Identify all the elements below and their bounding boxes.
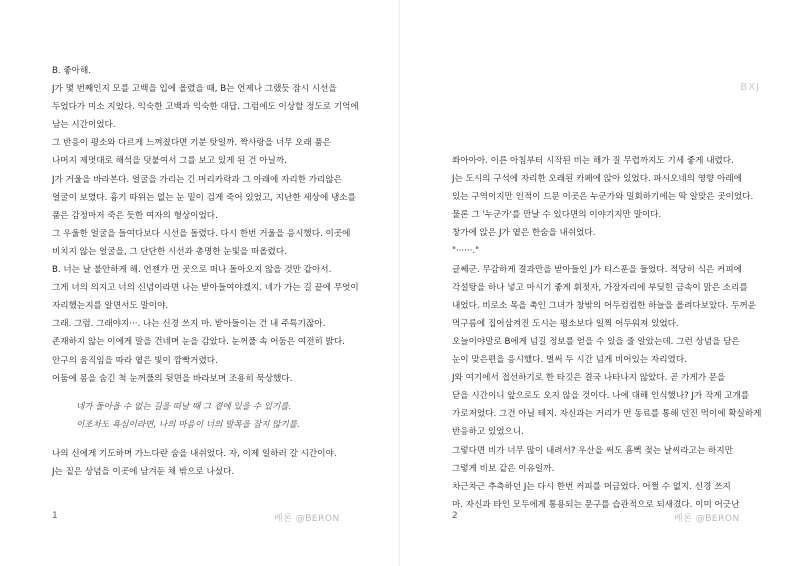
text-line: 닫을 시간이니 앞으로도 오지 않을 것이다. 나에 대해 인식했나? J가 작게 고개를 [452,391,750,402]
text-line: 남는 시간이었다. [52,120,116,131]
text-line: J는 도시의 구석에 자리한 오래된 카페에 앉아 있었다. 파시오네의 영향 아래에 [452,174,742,185]
text-line: 그게 너의 의지고 너의 신념이라면 나는 받아들여야겠지. 네가 가는 길 끝에 무엇이 [52,283,359,294]
poem-line: 네가 돌아올 수 없는 길을 떠날 때 그 곁에 있을 수 있기를. [76,401,292,412]
spacer [52,435,372,445]
text-line: 얼굴이 보였다. 흉기 따위는 없는 눈 밑이 검게 죽어 있었고, 지난한 세상에 냉소를 [52,192,356,203]
text-line: 존재하지 않는 이에게 말을 건네며 눈을 감았다. 눈꺼풀 속 어둠은 여전히 밝다. [52,337,345,348]
text-line: 차근차근 추측하던 J는 다시 한번 커피를 머금었다. 어쩔 수 없지. 신경 쓰지 [452,481,731,492]
text-line: 그래. 그럼. 그래야지···. 나는 신경 쓰지 마. 받아들이는 건 내 주특기잖아. [52,319,326,330]
text-line: 가로저었다. 그건 아닐 테지. 자신과는 거리가 먼 동료를 통해 던진 먹이에 확실하게 [452,409,762,420]
text-line: J는 짙은 상념을 이곳에 남겨둔 채 밖으로 나섰다. [52,466,235,477]
text-line: 자리했는지를 알면서도 말이야. [52,301,169,312]
text-line: J와 여기에서 접선하기로 한 타깃은 결국 나타나지 않았다. 곧 가게가 문을 [452,373,726,384]
author-credit: 베론 @BERON [274,514,340,524]
text-line: 내었다. 비로소 목을 축인 그녀가 창밖의 어두컴컴한 하늘을 올려다보았다. 두꺼운 [452,300,757,311]
text-line: 눈이 맞은편을 응시했다. 벌써 두 시간 넘게 비어있는 자리였다. [452,355,687,366]
text-line: 나머지 제멋대로 해석을 덧붙여서 그를 보고 있게 된 건 아닐까. [52,156,287,167]
text-line: J가 거울을 바라본다. 얼굴을 가리는 긴 머리카락과 그 아래에 자리한 가리않은 [52,174,342,185]
text-line: B. 좋아해. [52,66,91,76]
text-line: 안구의 움직임을 따라 옅은 빛이 깜빡거렸다. [52,355,218,366]
page-number: 1 [52,511,58,521]
text-line: 그 반응이 평소와 다르게 느껴졌다면 기분 탓일까. 짝사랑을 너무 오래 품은 [52,138,332,149]
text-line: 각설탕을 하나 넣고 마시기 좋게 휘젓자, 가장자리에 부딪힌 금속이 맑은 소리를 [452,282,748,293]
text-line: 비치지 않는 얼굴을, 그 단단한 시선과 총명한 눈빛을 떠올렸다. [52,246,287,257]
text-line: 두었다가 미소 지었다. 익숙한 고백과 익숙한 대답. 그럼에도 이상할 정도로 기억에 [52,102,359,113]
text-line: 그렇게 비보 같은 이유일까. [452,463,555,474]
text-line: 있는 구역이지만 인적이 드문 이곳은 누군가와 밀회하기에는 딱 알맞은 곳이었다. [452,192,754,203]
text-line: 반응하고 있었으니. [452,427,524,438]
text-line: 나의 신에게 기도하며 가느다란 숨을 내쉬었다. 자, 이제 일하러 갈 시간이야. [52,448,337,459]
text-line: 마. 자신과 타인 모두에게 통용되는 문구를 습관적으로 되새겼다. 이미 어긋난 [452,499,740,510]
text-line: 그 우울한 얼굴을 들여다보다 시선을 돌렸다. 다시 한번 거울을 응시했다. 이곳에 [52,228,351,239]
text-line: 물론 그 '누군가'를 만날 수 있다면의 이야기지만 말이다. [452,210,662,221]
text-line: B. 너는 날 불안하게 해. 언젠가 먼 곳으로 떠나 돌아오지 않을 것만 같아서. [52,265,332,276]
left-page-body [52,62,372,481]
text-line: 글쎄군. 무감하게 결과만을 받아들인 J가 티스푼을 들었다. 적당히 식은 커피에 [452,264,742,275]
text-line: J가 몇 번째인지 모를 고백을 입에 올렸을 때, B는 언제나 그랬듯 잠시 시선을 [52,84,337,95]
text-line: 그렇다면 비가 너무 많이 내려서? 우산을 써도 흠뻑 젖는 날씨라고는 하지만 [452,445,733,456]
text-line: 어둠에 몸을 숨긴 척 눈꺼풀의 뒷면을 바라보며 조용히 묵상했다. [52,373,293,384]
spacer [52,388,372,398]
poem-line: 이조차도 욕심이라면, 나의 마음이 너의 발목을 잡지 않기를. [76,420,300,431]
right-page [400,0,800,566]
text-line: "······." [452,246,480,257]
text-line: 오늘이야말로 B에게 넘길 정보를 얻을 수 있을 줄 알았는데. 그런 상념을 담은 [452,336,740,347]
right-page-body [452,152,777,514]
text-line: 품은 감정마저 죽은 듯한 여자의 형상이었다. [52,210,218,221]
text-line: 창가에 앉은 J가 옅은 한숨을 내쉬었다. [452,228,596,239]
text-line: 쏴아아아. 이른 아침부터 시작된 비는 해가 질 무렵까지도 기세 좋게 내렸다. [452,156,734,166]
header-mark: BXJ [740,82,760,93]
author-credit: 베론 @BERON [674,514,740,524]
page-number: 2 [452,511,458,521]
text-line: 먹구름에 집어삼켜진 도시는 평소보다 일찍 어두워져 있었다. [452,318,679,329]
